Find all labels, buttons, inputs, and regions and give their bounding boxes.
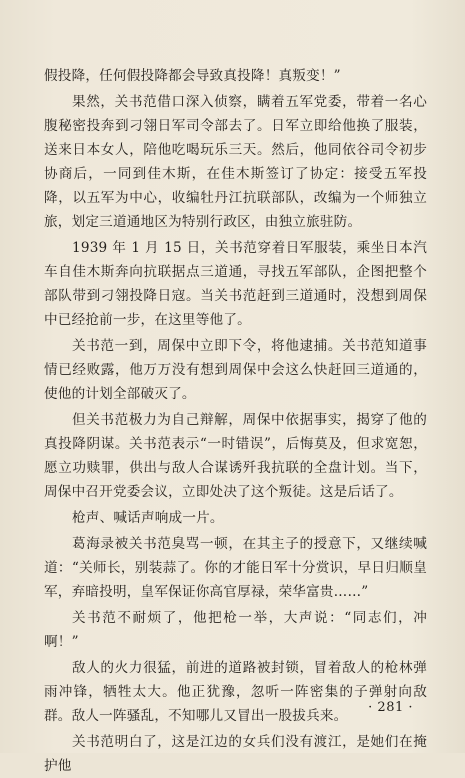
paragraph-2: 果然，关书范借口深入侦察，瞒着五军党委，带着一名心腹秘密投奔到刁翎日军司令部去了。日军立即给他换了服装，送来日本女人，陪他吃喝玩乐三天。然后，他同依谷司令初步协商后，一同到佳木斯，在佳木斯签订了协定：接受五军投降，以五军为中心，收编牡丹江抗联部队，改编为一个师独立旅，划定三道通地区为特别行政区，由独立旅驻防。 bbox=[44, 94, 427, 230]
paragraph-9: 敌人的火力很猛，前进的道路被封锁，冒着敌人的枪林弹雨冲锋，牺牲太大。他正犹豫，忽听一阵密集的子弹射向敌群。敌人一阵骚乱，不知哪儿又冒出一股拔兵来。 bbox=[44, 660, 427, 724]
paragraph-8: 关书范不耐烦了，他把枪一举，大声说：“同志们，冲啊！” bbox=[44, 610, 427, 650]
paragraph-5: 但关书范极力为自己辩解，周保中依据事实，揭穿了他的真投降阴谋。关书范表示“一时错误”，后悔莫及，但求宽恕，愿立功赎罪，供出与敌人合谋诱歼我抗联的全盘计划。当下，周保中召开党委会议，立即处决了这个叛徒。这是后话了。 bbox=[44, 412, 427, 500]
page-number: · 281 · bbox=[368, 700, 413, 715]
paragraph-3: 1939 年 1 月 15 日，关书范穿着日军服装，乘坐日本汽车自佳木斯奔向抗联据点三道通，寻找五军部队，企图把整个部队带到刁翎投降日寇。当关书范赶到三道通时，没想到周保中已经抢前一步，在这里等他了。 bbox=[44, 240, 427, 328]
body-text bbox=[44, 64, 427, 778]
paragraph-4: 关书范一到，周保中立即下令，将他逮捕。关书范知道事情已经败露，他万万没有想到周保中会这么快赶回三道通的，使他的计划全部破灭了。 bbox=[44, 338, 427, 402]
paragraph-1: 假投降，任何假投降都会导致真投降！真叛变！” bbox=[44, 68, 341, 84]
paragraph-7: 葛海录被关书范臭骂一顿，在其主子的授意下，又继续喊道：“关师长，别装蒜了。你的才能日军十分赏识，早日归顺皇军，弃暗投明，皇军保证你高官厚禄，荣华富贵……” bbox=[44, 536, 427, 600]
paragraph-6: 枪声、喊话声响成一片。 bbox=[72, 510, 224, 526]
paragraph-10: 关书范明白了，这是江边的女兵们没有渡江，是她们在掩护他 bbox=[44, 734, 427, 774]
